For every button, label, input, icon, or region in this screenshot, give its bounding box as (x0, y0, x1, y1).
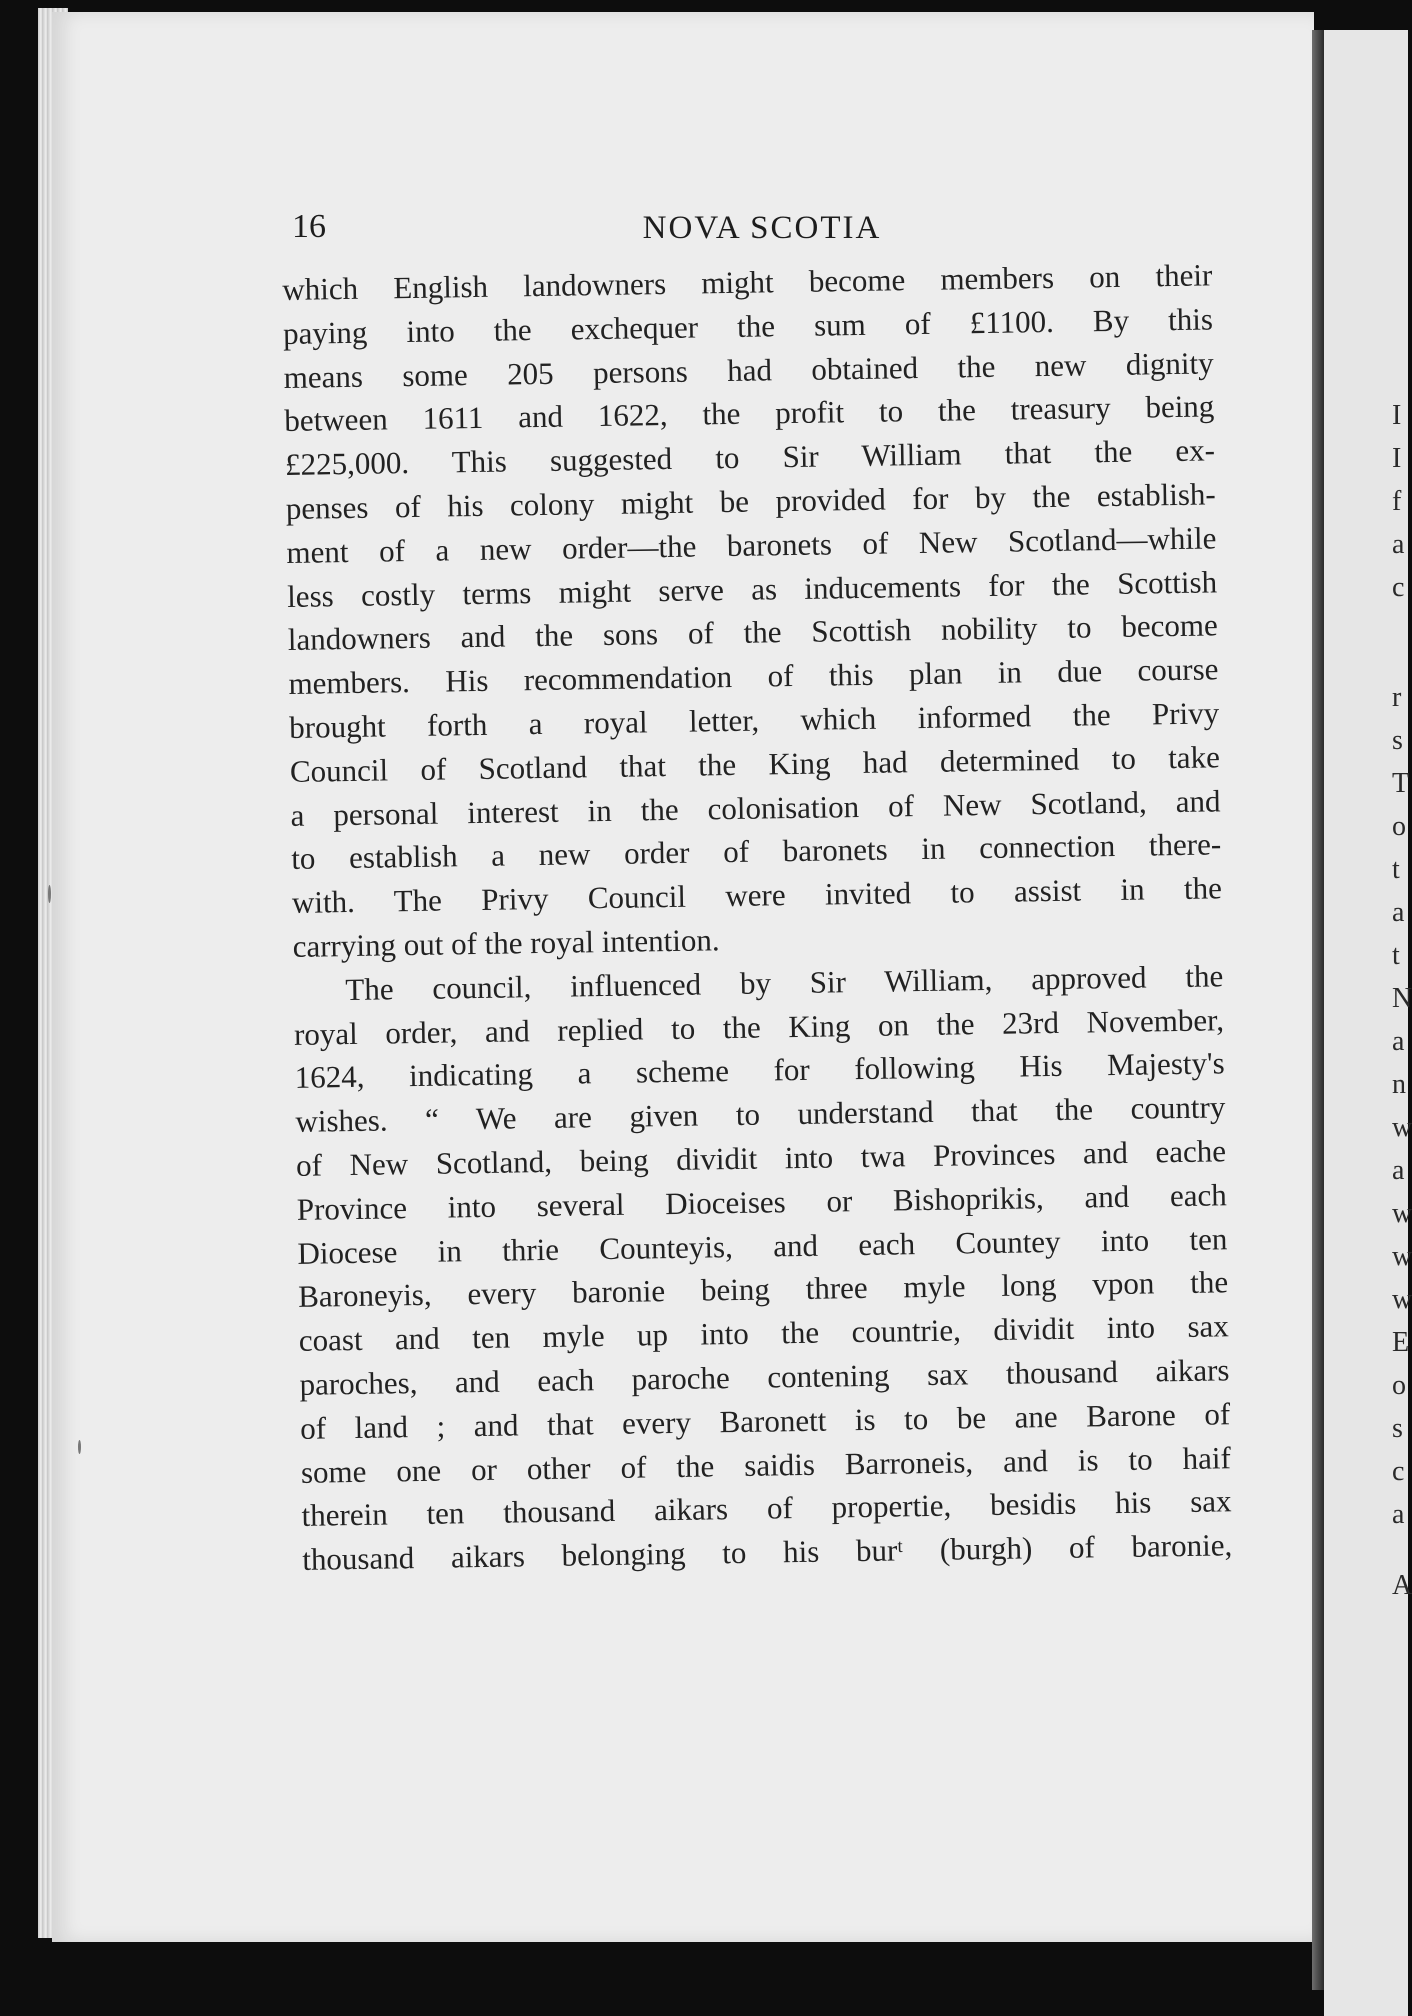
facing-page-fragment: o (1392, 1370, 1406, 1401)
page-speck (48, 885, 51, 903)
running-head: NOVA SCOTIA (642, 210, 882, 246)
body-text (282, 253, 1233, 1581)
facing-page-fragment: n (1392, 1069, 1406, 1100)
paragraph-start-line: The council, influenced by Sir William, approved the (345, 958, 1224, 1007)
facing-page-fragment: a (1392, 1499, 1405, 1530)
text-line: between 1611 and 1622, the profit to the treasury being (284, 388, 1215, 439)
text-line: thousand aikars belonging to his burᵗ (burgh) of baronie, (302, 1527, 1233, 1577)
page-header (292, 208, 1232, 256)
facing-page-fragment: s (1392, 1413, 1403, 1444)
text-line: some one or other of the saidis Barroneis, and is to haif (300, 1439, 1232, 1490)
facing-page-fragment: T (1392, 768, 1410, 799)
page-speck (78, 1440, 81, 1454)
text-line: carrying out of the royal intention. (292, 922, 720, 964)
text-line: members. His recommendation of this plan in due course (288, 651, 1219, 702)
facing-page-fragment: A (1392, 1570, 1412, 1601)
text-line: Council of Scotland that the King had determined to take (289, 739, 1221, 789)
facing-page-fragment: a (1392, 1155, 1405, 1186)
text-line: of land ; and that every Baronett is to be ane Barone of (299, 1395, 1231, 1446)
facing-page-fragment: s (1392, 725, 1403, 756)
text-line: penses of his colony might be provided for by the establish- (285, 476, 1216, 526)
text-line: less costly terms might serve as inducements for the Scottish (286, 563, 1218, 614)
facing-page-fragment: t (1392, 940, 1400, 971)
facing-page-fragment: t (1392, 854, 1400, 885)
text-line: Diocese in thrie Counteyis, and each Countey into ten (297, 1220, 1228, 1271)
text-line: 1624, indicating a scheme for following His Majesty's (294, 1045, 1225, 1096)
facing-page-fragment: a (1392, 1026, 1405, 1057)
facing-page-fragment: w (1392, 1198, 1412, 1229)
text-line: coast and ten myle up into the countrie, dividit into sax (298, 1308, 1230, 1358)
facing-page-fragment: I (1392, 400, 1402, 431)
facing-page-fragment: c (1392, 1456, 1405, 1487)
page-number: 16 (292, 208, 326, 245)
text-line: of New Scotland, being dividit into twa Provinces and eache (295, 1133, 1227, 1183)
text-line: £225,000. This suggested to Sir William that the ex- (284, 432, 1216, 483)
text-line: brought forth a royal letter, which informed the Privy (288, 695, 1220, 745)
facing-page-fragment: a (1392, 897, 1405, 928)
facing-page-fragment: f (1392, 486, 1402, 517)
facing-page-fragment: a (1392, 529, 1405, 560)
text-line: royal order, and replied to the King on the 23rd November, (293, 1001, 1225, 1052)
facing-page-fragment: w (1392, 1284, 1412, 1315)
text-line: with. The Privy Council were invited to assist in the (291, 870, 1223, 921)
text-line: ment of a new order—the baronets of New Scotland—while (286, 520, 1217, 570)
facing-page-fragment: w (1392, 1241, 1412, 1272)
facing-page-fragment: E (1392, 1327, 1410, 1358)
facing-page-fragment: I (1392, 443, 1402, 474)
text-line: which English landowners might become members on their (282, 257, 1213, 307)
text-line: means some 205 persons had obtained the new dignity (283, 344, 1214, 395)
text-line: to establish a new order of baronets in connection there- (291, 826, 1222, 877)
facing-page-edge (1324, 30, 1412, 2016)
facing-page-fragment: N (1392, 983, 1412, 1014)
text-line: landowners and the sons of the Scottish nobility to become (287, 607, 1219, 658)
book-gutter (1312, 30, 1324, 1990)
text-line: a personal interest in the colonisation of New Scotland, and (290, 782, 1221, 833)
text-line: paying into the exchequer the sum of £1100. By this (282, 301, 1214, 351)
text-line: wishes. “ We are given to understand that the country (295, 1089, 1226, 1140)
text-line: Baroneyis, every baronie being three myle long vpon the (297, 1264, 1229, 1315)
text-line: paroches, and each paroche contening sax thousand aikars (299, 1352, 1230, 1402)
facing-page-fragment: c (1392, 572, 1405, 603)
text-line: Province into several Dioceises or Bishoprikis, and each (296, 1177, 1227, 1227)
facing-page-fragment: o (1392, 811, 1406, 842)
facing-page-fragment: w (1392, 1112, 1412, 1143)
text-line: therein ten thousand aikars of propertie, besidis his sax (301, 1483, 1232, 1534)
facing-page-fragment: r (1392, 682, 1402, 713)
